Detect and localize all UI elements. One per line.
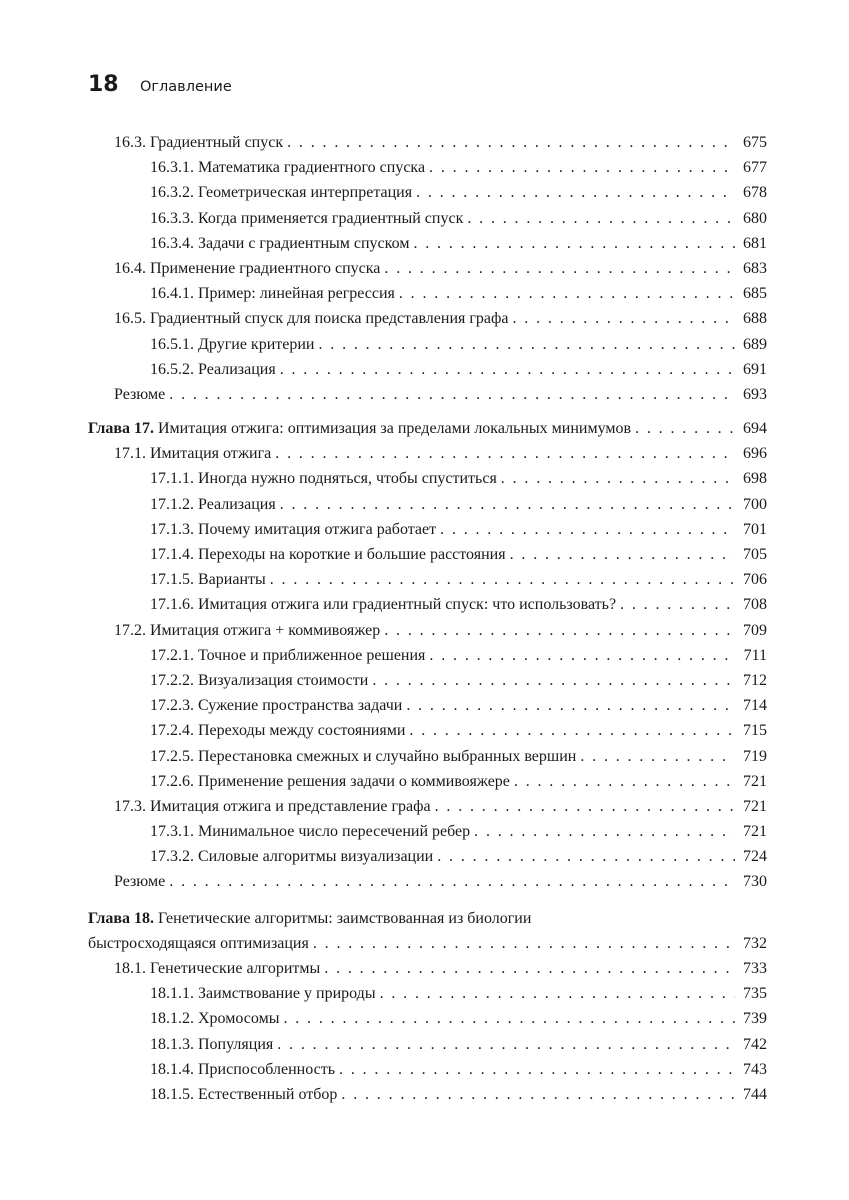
- page-ref: 706: [743, 571, 767, 589]
- page-ref: 698: [743, 470, 767, 488]
- leader-dots: [384, 618, 735, 643]
- entry-number: 17.1.6.: [150, 596, 194, 614]
- toc-entry[interactable]: [88, 206, 767, 231]
- entry-number: 18.1.3.: [150, 1035, 194, 1053]
- entry-number: 16.4.: [114, 259, 146, 277]
- toc-entry[interactable]: [88, 668, 767, 693]
- entry-title: Точное и приближенное решения: [198, 646, 426, 664]
- toc-entry[interactable]: [88, 592, 767, 617]
- entry-title: Пример: линейная регрессия: [198, 285, 395, 303]
- page-ref: 711: [743, 646, 767, 664]
- entry-title: Задачи с градиентным спуском: [198, 234, 410, 252]
- leader-dots: [435, 794, 735, 819]
- page-ref: 733: [743, 960, 767, 977]
- toc-entry[interactable]: [88, 1006, 767, 1031]
- page-ref: 696: [743, 445, 767, 463]
- toc-entry[interactable]: [88, 517, 767, 542]
- toc-entry[interactable]: [88, 956, 767, 981]
- page-ref: 680: [743, 209, 767, 227]
- entry-number: 16.3.2.: [150, 184, 194, 202]
- page-ref: 681: [743, 234, 767, 252]
- leader-dots: [429, 643, 735, 668]
- entry-number: 17.2.4.: [150, 722, 194, 740]
- entry-title: Сужение пространства задачи: [198, 697, 403, 715]
- entry-number: 17.1.5.: [150, 571, 194, 589]
- leader-dots: [318, 332, 735, 357]
- page-header: [88, 72, 232, 97]
- entry-number: 18.1.: [114, 960, 146, 977]
- entry-number: 18.1.1.: [150, 985, 194, 1003]
- entry-title: Почему имитация отжига работает: [198, 520, 437, 538]
- leader-dots: [440, 517, 735, 542]
- entry-title: Переходы между состояниями: [198, 722, 406, 740]
- entry-title: Имитация отжига и представление графа: [150, 797, 431, 815]
- entry-number: 16.3.: [114, 134, 146, 151]
- toc-entry[interactable]: [88, 492, 767, 517]
- page-ref: 689: [743, 335, 767, 353]
- page-ref: 715: [743, 722, 767, 740]
- page-ref: 705: [743, 546, 767, 563]
- entry-number: 16.3.1.: [150, 159, 194, 177]
- toc-entry[interactable]: [88, 744, 767, 769]
- page-ref: 683: [743, 259, 767, 277]
- entry-number: 17.1.4.: [150, 546, 194, 563]
- section-group-18: [88, 956, 767, 1107]
- leader-dots: [399, 281, 735, 306]
- page-ref: 700: [743, 495, 767, 513]
- page-ref: 675: [743, 134, 767, 151]
- leader-dots: [287, 130, 735, 155]
- entry-title: Градиентный спуск: [150, 134, 284, 151]
- toc-entry[interactable]: [88, 693, 767, 718]
- page-ref: 685: [743, 285, 767, 303]
- leader-dots: [620, 592, 735, 617]
- entry-number: 17.2.2.: [150, 671, 194, 689]
- section-group-17: [88, 441, 767, 894]
- toc-entry[interactable]: [88, 1032, 767, 1057]
- toc-entry[interactable]: [88, 155, 767, 180]
- page-ref: 743: [743, 1060, 767, 1078]
- entry-number: 16.5.1.: [150, 335, 194, 353]
- leader-dots: [169, 382, 735, 407]
- entry-title: Другие критерии: [198, 335, 315, 353]
- toc-entry[interactable]: [88, 441, 767, 466]
- leader-dots: [372, 668, 735, 693]
- page-ref: 742: [743, 1035, 767, 1053]
- entry-title: Визуализация стоимости: [198, 671, 369, 689]
- entry-title: Заимствование у природы: [198, 985, 376, 1003]
- entry-title: Силовые алгоритмы визуализации: [198, 848, 434, 866]
- chapter-title-line1: Генетические алгоритмы: заимствованная из биологии: [158, 909, 532, 927]
- entry-title: Иногда нужно подняться, чтобы спуститься: [198, 470, 497, 488]
- toc-entry[interactable]: [88, 332, 767, 357]
- leader-dots: [380, 981, 735, 1006]
- entry-title: Популяция: [198, 1035, 274, 1053]
- chapter-18-heading-line2[interactable]: [88, 931, 767, 956]
- toc-entry[interactable]: [88, 180, 767, 205]
- leader-dots: [416, 180, 735, 205]
- running-title: Оглавление: [140, 79, 232, 95]
- entry-title: Имитация отжига: [150, 445, 272, 463]
- page-ref: 708: [743, 596, 767, 614]
- toc-entry[interactable]: [88, 281, 767, 306]
- leader-dots: [514, 769, 735, 794]
- entry-title: Варианты: [198, 571, 266, 589]
- entry-number: 17.1.3.: [150, 520, 194, 538]
- chapter-label: Глава 18.: [88, 909, 154, 927]
- leader-dots: [501, 466, 735, 491]
- entry-title: Применение решения задачи о коммивояжере: [198, 772, 510, 790]
- leader-dots: [283, 1006, 735, 1031]
- entry-number: 17.3.2.: [150, 848, 194, 866]
- toc-entry[interactable]: [88, 1057, 767, 1082]
- chapter-label: Глава 17.: [88, 420, 154, 438]
- page-ref: 693: [743, 385, 767, 403]
- entry-number: 17.1.1.: [150, 470, 194, 488]
- chapter-17-heading[interactable]: [88, 416, 767, 441]
- entry-title: Имитация отжига или градиентный спуск: что использовать?: [198, 596, 617, 614]
- toc-entry[interactable]: [88, 844, 767, 869]
- toc-entry[interactable]: [88, 819, 767, 844]
- toc-entry[interactable]: [88, 718, 767, 743]
- entry-title: Приспособленность: [198, 1060, 336, 1078]
- entry-number: 17.2.1.: [150, 646, 194, 664]
- leader-dots: [384, 256, 735, 281]
- leader-dots: [437, 844, 735, 869]
- leader-dots: [270, 567, 735, 592]
- entry-number: 17.2.3.: [150, 697, 194, 715]
- page-ref: 678: [743, 184, 767, 202]
- chapter-title-line2: быстросходящаяся оптимизация: [88, 934, 309, 952]
- toc-entry[interactable]: [88, 618, 767, 643]
- leader-dots: [169, 869, 735, 894]
- toc-entry[interactable]: [88, 306, 767, 331]
- toc-entry[interactable]: [88, 382, 767, 407]
- entry-title: Реализация: [198, 360, 276, 378]
- entry-title: Градиентный спуск для поиска представления графа: [150, 310, 509, 328]
- entry-title: Хромосомы: [198, 1010, 280, 1028]
- entry-title: Естественный отбор: [198, 1085, 338, 1103]
- entry-number: 17.1.: [114, 445, 146, 463]
- toc-entry[interactable]: [88, 231, 767, 256]
- entry-number: 17.3.: [114, 797, 146, 815]
- leader-dots: [341, 1082, 735, 1107]
- leader-dots: [313, 931, 735, 956]
- toc-entry[interactable]: [88, 1082, 767, 1107]
- entry-number: 17.2.: [114, 621, 146, 639]
- page-number: 18: [88, 72, 119, 97]
- toc-entry[interactable]: [88, 466, 767, 491]
- chapter-18-heading-line1[interactable]: [88, 906, 767, 931]
- page-ref: 721: [743, 772, 767, 790]
- page-ref: 739: [743, 1010, 767, 1028]
- leader-dots: [406, 693, 735, 718]
- entry-title: Применение градиентного спуска: [150, 259, 381, 277]
- toc-entry[interactable]: [88, 542, 767, 567]
- leader-dots: [280, 357, 735, 382]
- leader-dots: [513, 306, 736, 331]
- page-ref: 709: [743, 621, 767, 639]
- chapter-title: Имитация отжига: оптимизация за пределами локальных минимумов: [158, 420, 632, 438]
- page-ref: 735: [743, 985, 767, 1003]
- entry-title: Резюме: [114, 873, 166, 891]
- leader-dots: [510, 542, 735, 567]
- entry-title: Перестановка смежных и случайно выбранных вершин: [198, 747, 577, 765]
- entry-number: 17.2.5.: [150, 747, 194, 765]
- entry-title: Имитация отжига + коммивояжер: [150, 621, 381, 639]
- entry-number: 17.3.1.: [150, 823, 194, 841]
- toc-entry[interactable]: [88, 794, 767, 819]
- entry-title: Когда применяется градиентный спуск: [198, 209, 464, 227]
- page-ref: 732: [743, 934, 767, 952]
- leader-dots: [635, 416, 735, 441]
- leader-dots: [339, 1057, 735, 1082]
- entry-number: 18.1.5.: [150, 1085, 194, 1103]
- page-ref: 694: [743, 420, 767, 438]
- entry-title: Резюме: [114, 385, 166, 403]
- toc-entry[interactable]: [88, 130, 767, 155]
- entry-title: Генетические алгоритмы: [150, 960, 321, 977]
- entry-title: Переходы на короткие и большие расстояния: [198, 546, 506, 563]
- section-group-16: [88, 130, 767, 407]
- page-ref: 712: [743, 671, 767, 689]
- leader-dots: [277, 1032, 735, 1057]
- leader-dots: [413, 231, 735, 256]
- table-of-contents: [88, 130, 767, 1107]
- entry-number: 18.1.4.: [150, 1060, 194, 1078]
- leader-dots: [409, 718, 735, 743]
- toc-entry[interactable]: [88, 256, 767, 281]
- leader-dots: [275, 441, 735, 466]
- leader-dots: [474, 819, 735, 844]
- entry-number: 17.1.2.: [150, 495, 194, 513]
- entry-number: 16.5.: [114, 310, 146, 328]
- leader-dots: [280, 492, 735, 517]
- entry-title: Геометрическая интерпретация: [198, 184, 413, 202]
- leader-dots: [467, 206, 735, 231]
- entry-number: 16.5.2.: [150, 360, 194, 378]
- page-ref: 721: [743, 797, 767, 815]
- entry-title: Математика градиентного спуска: [198, 159, 426, 177]
- entry-number: 16.3.4.: [150, 234, 194, 252]
- entry-number: 18.1.2.: [150, 1010, 194, 1028]
- toc-entry[interactable]: [88, 869, 767, 894]
- leader-dots: [580, 744, 735, 769]
- page-ref: 724: [743, 848, 767, 866]
- page-ref: 744: [743, 1085, 767, 1103]
- page-ref: 714: [743, 697, 767, 715]
- page-ref: 721: [743, 823, 767, 841]
- toc-entry[interactable]: [88, 981, 767, 1006]
- toc-entry[interactable]: [88, 357, 767, 382]
- page-ref: 730: [743, 873, 767, 891]
- leader-dots: [324, 956, 735, 981]
- toc-entry[interactable]: [88, 567, 767, 592]
- entry-number: 16.3.3.: [150, 209, 194, 227]
- entry-number: 17.2.6.: [150, 772, 194, 790]
- page-ref: 691: [743, 360, 767, 378]
- entry-title: Минимальное число пересечений ребер: [198, 823, 471, 841]
- leader-dots: [429, 155, 735, 180]
- entry-number: 16.4.1.: [150, 285, 194, 303]
- entry-title: Реализация: [198, 495, 276, 513]
- page-ref: 677: [743, 159, 767, 177]
- toc-entry[interactable]: [88, 643, 767, 668]
- page-ref: 719: [743, 747, 767, 765]
- page-ref: 688: [743, 310, 767, 328]
- page-ref: 701: [743, 520, 767, 538]
- toc-entry[interactable]: [88, 769, 767, 794]
